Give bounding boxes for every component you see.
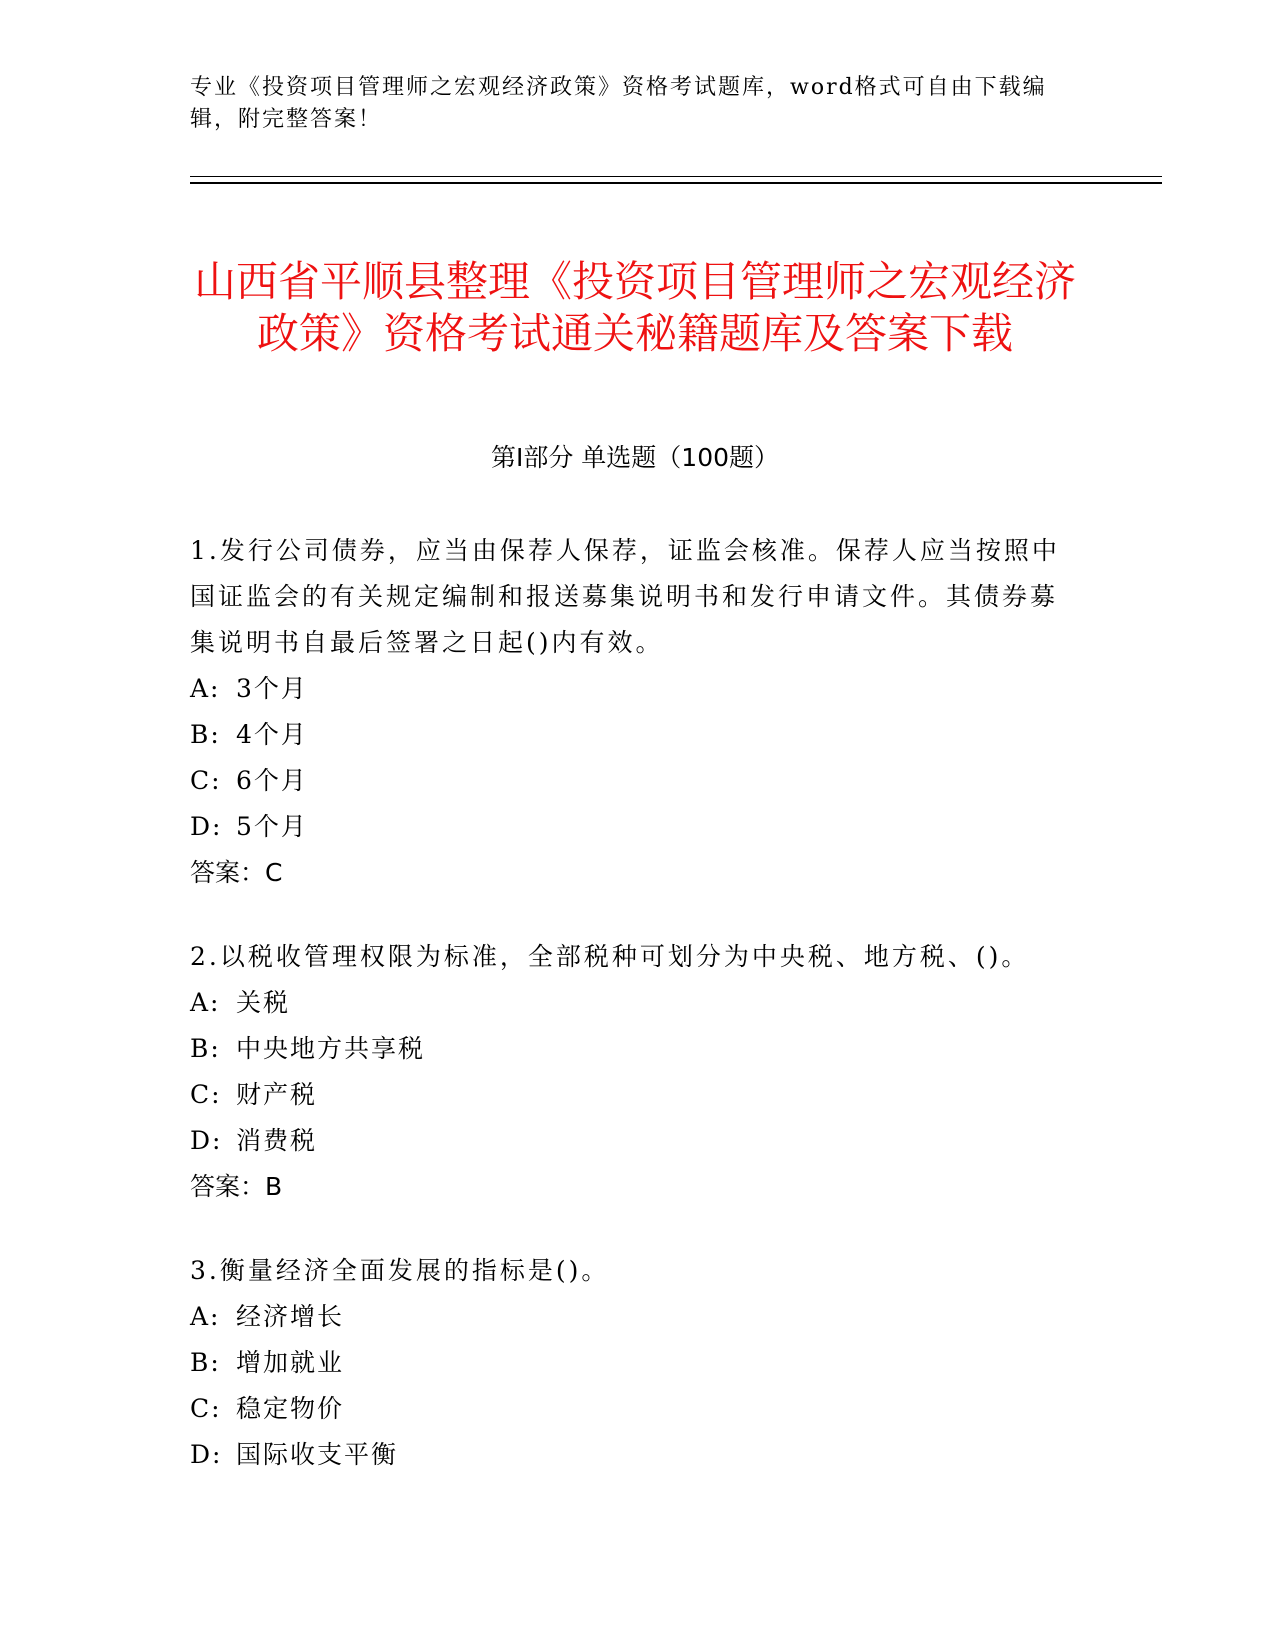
option-text: 稳定物价 [236,1394,345,1423]
question-3 [190,1248,1070,1478]
option-c [190,1386,1070,1432]
option-letter: D: [190,812,223,841]
option-text: 经济增长 [236,1302,345,1331]
question-stem: 3.衡量经济全面发展的指标是()。 [190,1256,610,1285]
option-text: 消费税 [236,1126,318,1155]
option-c [190,1072,1070,1118]
option-letter: B: [190,1034,221,1063]
option-b [190,1026,1070,1072]
option-letter: C: [190,1394,222,1423]
section-heading: 第I部分 单选题（100题） [490,443,780,472]
option-text: 国际收支平衡 [236,1440,399,1469]
option-text: 增加就业 [236,1348,345,1377]
option-letter: B: [190,720,221,749]
option-letter: D: [190,1440,223,1469]
answer-line: 答案：B [190,1172,283,1201]
option-a [190,1294,1070,1340]
question-stem: 2.以税收管理权限为标准，全部税种可划分为中央税、地方税、()。 [190,942,1030,971]
option-text: 4个月 [236,720,308,749]
option-letter: A: [190,988,221,1017]
question-2 [190,934,1070,1210]
option-b [190,1340,1070,1386]
option-text: 6个月 [236,766,308,795]
option-letter: D: [190,1126,223,1155]
answer-line: 答案：C [190,858,283,887]
option-a [190,980,1070,1026]
header-note: 专业《投资项目管理师之宏观经济政策》资格考试题库，word格式可自由下载编辑，附完整答案！ [190,75,1047,132]
option-text: 5个月 [236,812,308,841]
option-text: 3个月 [236,674,308,703]
header-divider-thin [190,176,1162,177]
option-text: 财产税 [236,1080,318,1109]
document-title: 山西省平顺县整理《投资项目管理师之宏观经济政策》资格考试通关秘籍题库及答案下载 [193,257,1076,359]
option-d [190,1118,1070,1164]
header-divider-thick [190,182,1162,184]
option-letter: C: [190,1080,222,1109]
option-d [190,1432,1070,1478]
option-letter: A: [190,1302,221,1331]
question-stem: 1.发行公司债券，应当由保荐人保荐，证监会核准。保荐人应当按照中国证监会的有关规定编制和报送募集说明书和发行申请文件。其债券募集说明书自最后签署之日起()内有效。 [190,536,1060,657]
option-d [190,804,1070,850]
question-1 [190,528,1070,896]
option-c [190,758,1070,804]
option-letter: A: [190,674,221,703]
option-letter: B: [190,1348,221,1377]
option-text: 关税 [236,988,291,1017]
option-b [190,712,1070,758]
option-letter: C: [190,766,222,795]
option-text: 中央地方共享税 [236,1034,426,1063]
option-a [190,666,1070,712]
question-list [190,528,1070,1516]
